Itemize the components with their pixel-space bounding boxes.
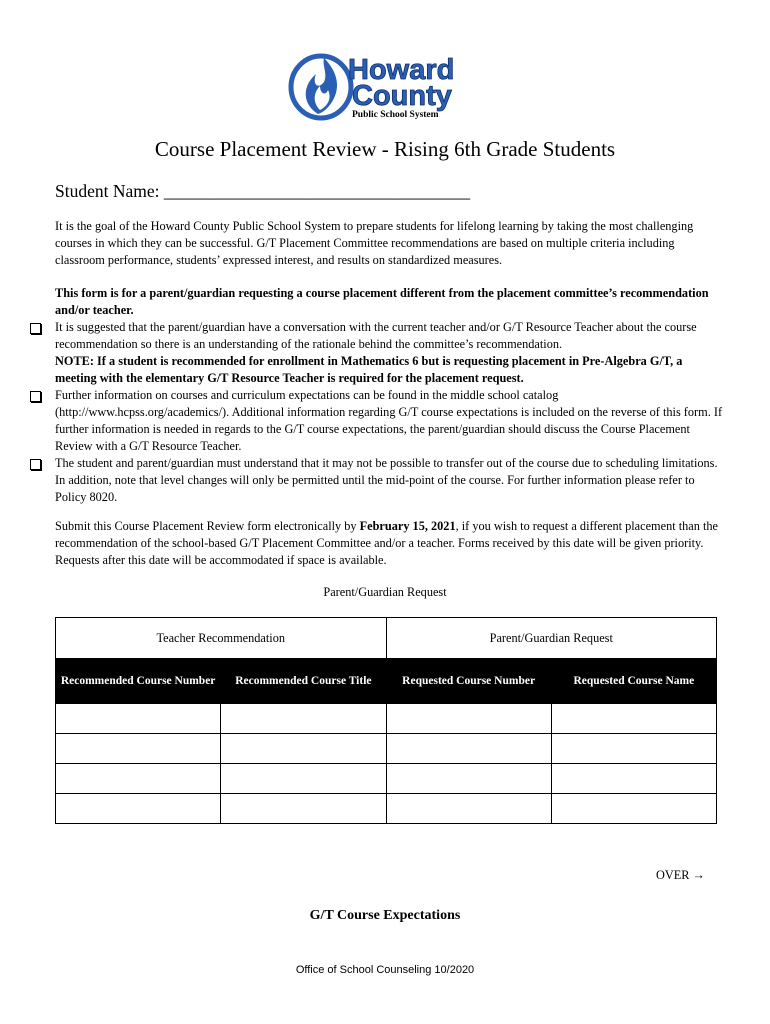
column-header: Requested Course Number xyxy=(386,659,551,704)
table-cell[interactable] xyxy=(221,704,386,734)
logo-county: County xyxy=(352,80,452,112)
table-cell[interactable] xyxy=(551,734,716,764)
teacher-recommendation-header: Teacher Recommendation xyxy=(56,618,387,659)
table-cell[interactable] xyxy=(56,764,221,794)
table-cell[interactable] xyxy=(551,704,716,734)
column-header: Requested Course Name xyxy=(551,659,716,704)
logo-howard: Howard xyxy=(348,54,455,86)
column-header: Recommended Course Number xyxy=(56,659,221,704)
list-item xyxy=(55,455,727,506)
parent-request-label: Parent/Guardian Request xyxy=(323,585,447,599)
table-cell[interactable] xyxy=(56,704,221,734)
deadline-date: February 15, 2021 xyxy=(359,519,456,533)
table-cell[interactable] xyxy=(551,764,716,794)
submit-text-end: , if you wish to request a different placement than the recommendation of the school-based G/T Placement Committee and/or a teacher. Forms received by this date will be given priority. Requests after this date will be accommodated if space is available. xyxy=(55,519,718,567)
intro-paragraph: It is the goal of the Howard County Public School System to prepare students for lifelong learning by taking the most challenging courses in which they can be successful. G/T Placement Committee recommendations are based on multiple criteria including classroom performance, students’ expressed interest, and results on standardized measures. xyxy=(55,219,694,267)
table-cell[interactable] xyxy=(386,704,551,734)
table-cell[interactable] xyxy=(386,794,551,824)
form-purpose-note: This form is for a parent/guardian requesting a course placement different from the placement committee’s recommendation and/or teacher. xyxy=(55,286,709,317)
table-cell[interactable] xyxy=(221,764,386,794)
math-placement-note: NOTE: If a student is recommended for enrollment in Mathematics 6 but is requesting placement in Pre-Algebra G/T, a meeting with the elementary G/T Resource Teacher is required for the placement request. xyxy=(55,354,683,385)
table-cell[interactable] xyxy=(221,794,386,824)
list-item-text: The student and parent/guardian must understand that it may not be possible to transfer out of the course due to scheduling limitations. In addition, note that level changes will only be permitted until the mid-point of the course. For further information please refer to Policy 8020. xyxy=(55,456,718,504)
list-item-text: It is suggested that the parent/guardian have a conversation with the current teacher and/or G/T Resource Teacher about the course recommendation so there is an understanding of the rationale behind the committee’s recommendation. xyxy=(55,320,697,351)
table-cell[interactable] xyxy=(56,734,221,764)
table-row xyxy=(56,704,717,734)
page-title: Course Placement Review - Rising 6th Grade Students xyxy=(154,137,616,161)
logo-graphic xyxy=(288,52,484,122)
table-row xyxy=(56,734,717,764)
checkbox-icon xyxy=(30,323,41,334)
over-indicator: OVER → xyxy=(656,868,705,882)
course-request-table xyxy=(55,617,717,824)
submit-text-start: Submit this Course Placement Review form electronically by xyxy=(55,519,360,533)
table-row xyxy=(56,764,717,794)
checkbox-icon xyxy=(30,391,41,402)
table-row xyxy=(56,794,717,824)
list-item-text: Further information on courses and curriculum expectations can be found in the middle school catalog (http://www.hcpss.org/academics/). Additional information regarding G/T course expectations is included on the reverse of this form. If further information is needed in regards to the G/T course expectations, the parent/guardian should discuss the Course Placement Review with a G/T Resource Teacher. xyxy=(55,388,723,453)
table-cell[interactable] xyxy=(56,794,221,824)
logo-tagline: Public School System xyxy=(352,110,439,120)
list-item xyxy=(55,387,727,455)
hcpss-logo xyxy=(288,52,484,122)
student-name-field[interactable]: Student Name: ___________________________________ xyxy=(55,181,471,201)
table-cell[interactable] xyxy=(221,734,386,764)
table-cell[interactable] xyxy=(386,734,551,764)
requirements-list xyxy=(55,285,727,506)
table-cell[interactable] xyxy=(551,794,716,824)
list-item xyxy=(55,319,727,387)
submit-paragraph xyxy=(55,518,727,569)
parent-request-header: Parent/Guardian Request xyxy=(386,618,717,659)
column-header: Recommended Course Title xyxy=(221,659,386,704)
gt-expectations-heading: G/T Course Expectations xyxy=(309,908,461,923)
checkbox-icon xyxy=(30,459,41,470)
footer-office: Office of School Counseling 10/2020 xyxy=(295,964,475,976)
table-cell[interactable] xyxy=(386,764,551,794)
